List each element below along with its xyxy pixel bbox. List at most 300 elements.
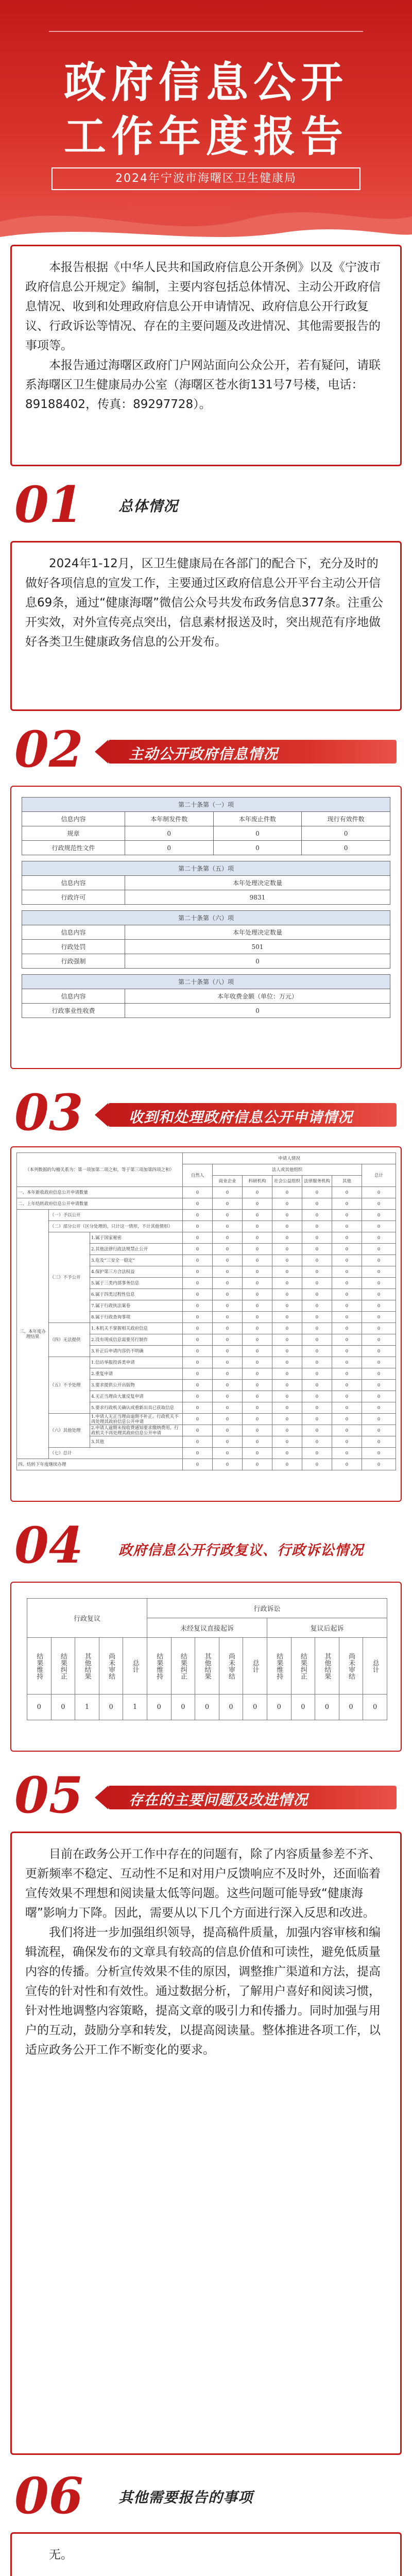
table-cell: 0 [213,1425,243,1436]
table-cell: 0 [339,1694,363,1720]
section-title: 收到和处理政府信息公开申请情况 [129,1109,353,1126]
s4-col-label: 其他结果 [83,1652,91,1680]
t4-title: 第二十条第（八）项 [22,975,390,989]
section-number: 04 [14,1516,83,1574]
row-sub-label: （五）不予处理 [49,1357,90,1414]
table-cell: 0 [243,1210,272,1221]
row-item-label: 6.属于四类过程性信息 [90,1289,183,1300]
table-cell: 0 [332,1459,362,1470]
row-item-label: 3.补正后申请内容仍不明确 [90,1346,183,1357]
row-item-label: 3.要求提供公开出版物 [90,1380,183,1391]
table-cell: 0 [302,1221,332,1232]
t3-title: 第二十条第（六）项 [22,911,390,925]
table-cell: 0 [272,1323,302,1334]
table-cell: 0 [243,1232,272,1244]
table-cell: 0 [302,1380,332,1391]
table-cell: 0 [362,1368,396,1380]
s4-col-label: 总计 [131,1659,139,1673]
table-cell: 0 [272,1210,302,1221]
table-cell: 0 [243,1266,272,1278]
table-cell: 0 [243,1323,272,1334]
s4-col-head [339,1638,363,1694]
table-cell: 0 [362,1357,396,1368]
t3-cell: 501 [125,940,390,954]
section-03-header [0,1084,412,1146]
table-cell: 0 [243,1402,272,1414]
table-cell: 0 [362,1323,396,1334]
table-cell: 0 [243,1187,272,1198]
t3-cell: 0 [125,954,390,969]
table-cell: 0 [272,1244,302,1255]
row-item-label: 1.本机关不掌握相关政府信息 [90,1323,183,1334]
t2-col: 本年处理决定数量 [125,876,390,890]
s4-col-head [51,1638,75,1694]
table-cell: 0 [362,1187,396,1198]
table-cell: 0 [213,1391,243,1402]
active-disclosure-table [22,797,390,1018]
s4-col-label: 尚未审结 [347,1652,355,1680]
section-title: 存在的主要问题及改进情况 [129,1791,308,1808]
s4-sub-b: 复议后起诉 [267,1618,387,1638]
row-item-label: 2.没有现成信息需要另行制作 [90,1334,183,1346]
row-item-label: 1.信访举报投诉类申请 [90,1357,183,1368]
section-05-header [0,1767,412,1829]
table-cell: 0 [362,1266,396,1278]
table-cell: 0 [243,1244,272,1255]
table-cell: 0 [302,1391,332,1402]
table-cell: 0 [362,1232,396,1244]
t2-title: 第二十条第（五）项 [22,861,390,876]
table-cell: 0 [302,1414,332,1425]
s4-col-head [27,1638,52,1694]
table-cell: 0 [302,1425,332,1436]
table-cell: 0 [183,1244,213,1255]
s4-col-label: 其他结果 [203,1652,211,1680]
table-cell: 0 [302,1278,332,1289]
section-05-paragraph-1: 目前在政务公开工作中存在的问题有，除了内容质量参差不齐、更新频率不稳定、互动性不足和对用户反馈响应不及时外，还面临着宣传效果不理想和阅读量太低等问题。这些问题可能导致“健康海曙”影响力下降。因此，需要从以下几个方面进行深入反思和改进。 [25,1848,381,1920]
table-cell: 0 [332,1414,362,1425]
table-cell: 0 [183,1266,213,1278]
table-cell: 0 [183,1278,213,1289]
t1-cell: 0 [302,841,390,855]
table-cell: 0 [332,1198,362,1210]
section-01-text: 2024年1-12月，区卫生健康局在各部门的配合下，充分及时的做好各项信息的宣发工作，主要通过区政府信息公开平台主动公开信息69条，通过“健康海曙”微信公众号共发布政务信息377条。注重公开实效，对外宣传亮点突出，信息素材报送及时，突出规范有序地做好各类卫生健康政务信息的公开发布。 [25,557,383,649]
table-cell: 0 [362,1244,396,1255]
section-title: 政府信息公开行政复议、行政诉讼情况 [118,1543,364,1558]
row-sub-label: （六）其他处理 [49,1414,90,1448]
table-cell: 0 [302,1402,332,1414]
s3-head-total: 总计 [362,1164,396,1187]
s4-col-head [123,1638,147,1694]
section-number: 02 [14,720,83,778]
table-cell: 0 [213,1380,243,1391]
table-cell: 0 [362,1436,396,1448]
table-cell: 0 [213,1266,243,1278]
table-cell: 0 [272,1448,302,1459]
row-label: 四、结转下年度继续办理 [17,1459,183,1470]
s3-org-col: 商业企业 [213,1176,243,1187]
t1-cell: 0 [213,841,302,855]
s4-col-head [291,1638,315,1694]
table-cell: 0 [332,1255,362,1266]
s4-col-head [243,1638,267,1694]
table-cell: 0 [213,1357,243,1368]
table-cell: 0 [183,1255,213,1266]
table-cell: 0 [243,1448,272,1459]
table-cell: 0 [362,1221,396,1232]
table-cell: 0 [362,1198,396,1210]
table-cell: 0 [213,1221,243,1232]
table-cell: 0 [362,1391,396,1402]
table-cell: 0 [272,1414,302,1425]
table-cell: 0 [183,1210,213,1221]
section-title: 其他需要报告的事项 [118,2489,253,2506]
table-cell: 0 [272,1334,302,1346]
s4-col-label: 其他结果 [323,1652,331,1680]
table-cell: 0 [243,1694,267,1720]
table-cell: 0 [362,1346,396,1357]
table-cell: 0 [302,1198,332,1210]
s4-col-head [267,1638,291,1694]
table-cell: 0 [272,1300,302,1312]
row-label: 一、本年新收政府信息公开申请数量 [17,1187,183,1198]
table-cell: 0 [213,1278,243,1289]
table-cell: 0 [272,1368,302,1380]
table-row [17,1232,396,1244]
s4-col-label: 总计 [251,1659,259,1673]
table-cell: 0 [332,1312,362,1323]
t3-col: 本年处理决定数量 [125,925,390,940]
row-item-label: 5.要求行政机关确认或重新出具已获取信息 [90,1402,183,1414]
s4-col-label: 尚未审结 [227,1652,235,1680]
t1-cell: 规章 [22,826,125,841]
table-cell: 0 [302,1312,332,1323]
table-cell: 0 [183,1221,213,1232]
table-cell: 0 [243,1312,272,1323]
table-cell: 0 [213,1346,243,1357]
table-cell: 0 [243,1425,272,1436]
s3-org-col: 科研机构 [243,1176,272,1187]
table-cell: 0 [272,1187,302,1198]
s4-col-label: 结果维持 [155,1652,163,1680]
table-cell: 0 [195,1694,219,1720]
table-cell: 0 [362,1210,396,1221]
table-cell: 0 [243,1300,272,1312]
row-item-label: 2.申请人逾期未按收费通知要求缴纳费用、行政机关不再处理其政府信息公开申请 [90,1425,183,1436]
table-cell: 0 [272,1255,302,1266]
table-cell: 1 [123,1694,147,1720]
table-cell: 0 [362,1289,396,1300]
table-cell: 0 [183,1425,213,1436]
s3-head-left: （本列数据的勾稽关系为：第一项加第二项之和，等于第三项加第四项之和） [17,1153,183,1187]
t1-cell: 行政规范性文件 [22,841,125,855]
s4-col-label: 结果纠正 [299,1652,307,1680]
table-cell: 0 [213,1436,243,1448]
table-cell: 0 [183,1323,213,1334]
table-cell: 0 [291,1694,315,1720]
section-02-panel [10,786,402,1069]
table-cell: 0 [213,1368,243,1380]
table-cell: 0 [362,1459,396,1470]
table-cell: 0 [213,1402,243,1414]
s3-head-org: 法人或其他组织 [213,1164,362,1176]
table-cell: 0 [183,1448,213,1459]
s4-col-head [363,1638,387,1694]
table-cell: 0 [213,1448,243,1459]
row-item-label: 8.属于行政查询事项 [90,1312,183,1323]
table-cell: 0 [213,1244,243,1255]
row-item-label: 3.其他 [90,1436,183,1448]
table-cell: 0 [332,1357,362,1368]
t2-cell: 行政许可 [22,890,125,905]
row-sub-label: （三）不予公开 [49,1232,90,1323]
table-cell: 0 [332,1346,362,1357]
t3-cell: 行政处罚 [22,940,125,954]
section-06-text: 无。 [49,2548,73,2562]
table-cell: 0 [302,1459,332,1470]
row-sub-label: （二）部分公开（区分处理的，只计这一情形，不计其他情形） [49,1221,183,1232]
table-cell: 0 [332,1278,362,1289]
review-lawsuit-table [27,1598,387,1720]
page-title-line2: 工作年度报告 [63,112,348,161]
section-06-box [10,2532,402,2576]
row-item-label: 7.属于行政执法案卷 [90,1300,183,1312]
table-cell: 0 [315,1694,339,1720]
row-label: 二、上年结转政府信息公开申请数量 [17,1198,183,1210]
section-title: 主动公开政府信息情况 [129,745,279,762]
s3-org-col: 其他 [332,1176,362,1187]
row-item-label: 3.危及“三安全一稳定” [90,1255,183,1266]
t3-cell: 行政强制 [22,954,125,969]
t1-cell: 0 [125,826,213,841]
table-cell: 0 [332,1221,362,1232]
table-cell: 0 [302,1368,332,1380]
table-cell: 0 [213,1232,243,1244]
table-cell: 0 [362,1334,396,1346]
intro-box [10,245,402,466]
intro-paragraph-1: 本报告根据《中华人民共和国政府信息公开条例》以及《宁波市政府信息公开规定》编制，主要内容包括总体情况、主动公开政府信息情况、收到和处理政府信息公开申请情况、政府信息公开行政复议、行政诉讼等情况、存在的主要问题及改进情况、其他需要报告的事项等。 [25,261,381,352]
page-subtitle: 2024年宁波市海曙区卫生健康局 [52,167,360,190]
s4-col-label: 结果维持 [35,1652,43,1680]
row-item-label: 5.属于三类内部事务信息 [90,1278,183,1289]
application-table [16,1153,396,1470]
table-cell: 0 [272,1266,302,1278]
table-cell: 0 [272,1425,302,1436]
table-cell: 0 [183,1289,213,1300]
table-cell: 0 [213,1187,243,1198]
table-cell: 0 [243,1391,272,1402]
row-item-label: 1.申请人无正当理由逾期不补正、行政机关不再处理其政府信息公开申请 [90,1414,183,1425]
section-number: 06 [14,2467,83,2525]
s4-col-label: 尚未审结 [107,1652,115,1680]
table-cell: 0 [183,1368,213,1380]
table-row [17,1198,396,1210]
table-cell: 0 [362,1380,396,1391]
table-cell: 0 [302,1187,332,1198]
s4-lawsuit-head: 行政诉讼 [147,1599,387,1618]
table-cell: 0 [332,1425,362,1436]
t3-col: 信息内容 [22,925,125,940]
table-cell: 0 [332,1448,362,1459]
table-row [17,1210,396,1221]
table-cell: 0 [213,1414,243,1425]
table-cell: 0 [362,1448,396,1459]
table-cell: 0 [302,1323,332,1334]
s4-col-label: 总计 [371,1659,379,1673]
table-cell: 0 [183,1380,213,1391]
table-cell: 0 [243,1198,272,1210]
s3-head-top: 申请人情况 [183,1153,396,1164]
table-cell: 0 [243,1357,272,1368]
table-cell: 0 [183,1436,213,1448]
table-cell: 0 [332,1266,362,1278]
s4-col-head [315,1638,339,1694]
section-number: 03 [14,1083,83,1142]
header-banner [0,0,412,242]
table-cell: 0 [272,1198,302,1210]
row-item-label: 1.属于国家秘密 [90,1232,183,1244]
table-row [17,1323,396,1334]
table-cell: 0 [302,1436,332,1448]
row-item-label: 4.保护第三方合法权益 [90,1266,183,1278]
table-cell: 0 [243,1436,272,1448]
table-cell: 0 [332,1244,362,1255]
s4-col-label: 结果维持 [275,1652,283,1680]
table-row [17,1221,396,1232]
s4-col-label: 结果纠正 [179,1652,187,1680]
table-cell: 0 [272,1221,302,1232]
t1-cell: 0 [213,826,302,841]
s4-review-head: 行政复议 [27,1599,147,1638]
deco-line-top [49,31,363,32]
table-cell: 0 [272,1232,302,1244]
t2-col: 信息内容 [22,876,125,890]
intro-paragraph-2: 本报告通过海曙区政府门户网站面向公众公开，若有疑问，请联系海曙区卫生健康局办公室（海曙区苍水街131号7号楼，电话：89188402，传真：89297728）。 [25,359,381,411]
table-cell: 0 [183,1232,213,1244]
table-cell: 0 [272,1357,302,1368]
t4-cell: 0 [125,1004,390,1018]
table-cell: 0 [267,1694,291,1720]
table-cell: 0 [272,1391,302,1402]
table-cell: 0 [243,1334,272,1346]
table-cell: 0 [243,1289,272,1300]
s4-col-head [147,1638,171,1694]
table-cell: 0 [243,1221,272,1232]
section-01-box [10,541,402,711]
table-cell: 0 [243,1346,272,1357]
table-cell: 0 [27,1694,52,1720]
table-cell: 0 [332,1289,362,1300]
table-cell: 0 [272,1289,302,1300]
table-cell: 0 [171,1694,195,1720]
t1-cell: 0 [302,826,390,841]
table-row [17,1187,396,1198]
table-cell: 0 [302,1334,332,1346]
table-cell: 0 [243,1459,272,1470]
table-cell: 0 [183,1312,213,1323]
table-cell: 0 [302,1232,332,1244]
table-cell: 0 [332,1323,362,1334]
table-cell: 0 [362,1402,396,1414]
table-cell: 0 [183,1459,213,1470]
s4-col-head [171,1638,195,1694]
section-number: 05 [14,1766,83,1824]
table-cell: 0 [332,1210,362,1221]
table-cell: 0 [302,1266,332,1278]
s3-head-natural: 自然人 [183,1164,213,1187]
table-cell: 0 [302,1255,332,1266]
table-cell: 0 [362,1278,396,1289]
table-cell: 0 [362,1414,396,1425]
table-cell: 0 [332,1402,362,1414]
table-cell: 0 [362,1425,396,1436]
section-05-box [10,1832,402,2455]
table-cell: 0 [362,1255,396,1266]
table-cell: 0 [272,1459,302,1470]
table-cell: 0 [183,1187,213,1198]
table-cell: 0 [243,1380,272,1391]
table-cell: 0 [332,1380,362,1391]
t1-col: 本年废止件数 [213,812,302,826]
table-cell: 0 [213,1312,243,1323]
table-cell: 0 [302,1244,332,1255]
t4-col: 信息内容 [22,989,125,1004]
section-02-header [0,721,412,783]
table-cell: 0 [219,1694,243,1720]
t4-cell: 行政事业性收费 [22,1004,125,1018]
table-cell: 0 [213,1198,243,1210]
table-cell: 0 [362,1300,396,1312]
table-cell: 0 [213,1323,243,1334]
section-title: 总体情况 [118,498,179,515]
page-title-line1: 政府信息公开 [63,58,348,107]
table-cell: 0 [302,1346,332,1357]
table-cell: 0 [302,1448,332,1459]
table-cell: 0 [243,1414,272,1425]
section-06-header [0,2468,412,2530]
table-cell: 0 [243,1278,272,1289]
table-cell: 0 [363,1694,387,1720]
t1-col: 现行有效件数 [302,812,390,826]
table-cell: 0 [213,1334,243,1346]
s4-col-head [99,1638,123,1694]
row-sub-label: （七）总计 [49,1448,183,1459]
table-cell: 0 [183,1334,213,1346]
table-cell: 0 [332,1232,362,1244]
table-cell: 0 [332,1300,362,1312]
section-05-paragraph-2: 我们将进一步加强组织领导，提高稿件质量，加强内容审核和编辑流程，确保发布的文章具有较高的信息价值和可读性，避免低质量内容的传播。分析宣传效果不佳的原因，调整推广渠道和方法，提高宣传的针对性和有效性。通过数据分析，了解用户喜好和阅读习惯，针对性地调整内容策略，提高文章的吸引力和传播力。同时加强与用户的互动，鼓励分享和转发，以提高阅读量。整体推进各项工作，以适应政务公开工作不断变化的要求。 [25,1926,381,2057]
table-cell: 0 [213,1210,243,1221]
table-cell: 0 [213,1300,243,1312]
table-cell: 0 [332,1334,362,1346]
table-cell: 0 [183,1346,213,1357]
row-sub-label: （四）无法提供 [49,1323,90,1357]
s3-org-col: 社会公益组织 [272,1176,302,1187]
table-cell: 0 [183,1402,213,1414]
table-row [17,1414,396,1425]
row-item-label: 2.其他法律行政法规禁止公开 [90,1244,183,1255]
s3-org-col: 法律服务机构 [302,1176,332,1187]
section-04-header [0,1517,412,1579]
table-cell: 0 [272,1312,302,1323]
t1-col: 信息内容 [22,812,125,826]
table-cell: 0 [272,1380,302,1391]
s4-col-head [219,1638,243,1694]
s4-col-head [195,1638,219,1694]
table-cell: 0 [362,1312,396,1323]
table-cell: 0 [213,1255,243,1266]
table-cell: 0 [302,1210,332,1221]
